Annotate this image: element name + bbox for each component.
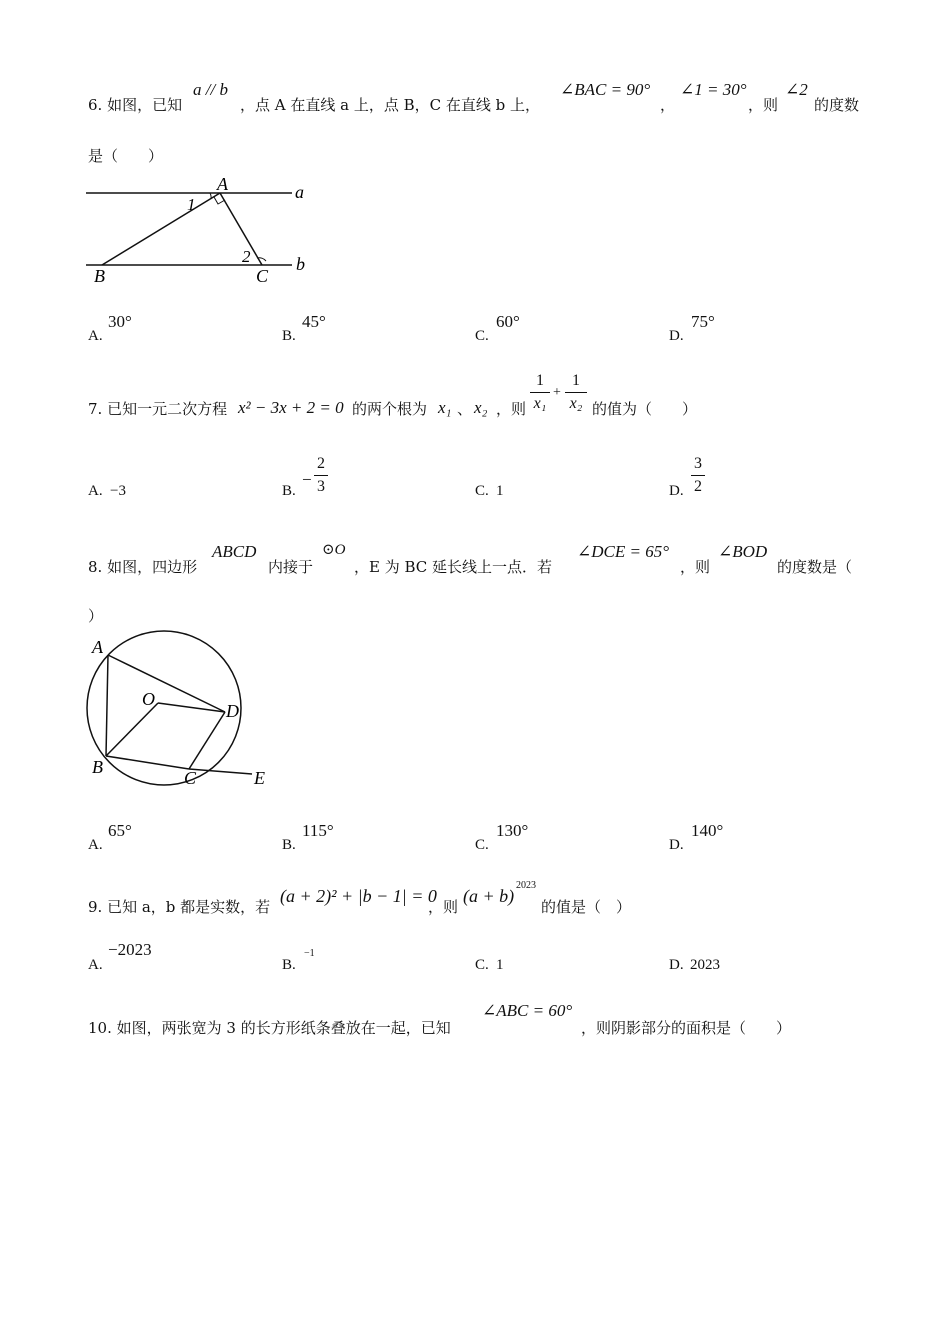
q6-option-c-letter: C.: [475, 328, 489, 344]
q6-option-c-value: 60°: [496, 312, 520, 331]
q7-option-d-num: 3: [694, 455, 702, 472]
q9-option-b-value: −1: [304, 948, 315, 959]
q6-angle-bac: ∠BAC = 90°: [560, 80, 651, 99]
q6-text-part4: 的度数: [814, 96, 860, 114]
q7-text-part2: 的两个根为: [352, 400, 428, 418]
q7-root-x1: x₁: [438, 398, 452, 417]
q6-parallel: a // b: [193, 80, 228, 99]
q9-condition: (a + 2)² + |b − 1| = 0: [280, 886, 437, 906]
q6-fig-label-B: B: [94, 266, 105, 286]
q9-option-d-letter: D.: [669, 957, 684, 973]
q7-option-d-den: 2: [694, 478, 702, 495]
q6-option-a-value: 30°: [108, 312, 132, 331]
q10-angle-abc: ∠ABC = 60°: [482, 1001, 573, 1020]
q6-option-a-letter: A.: [88, 328, 103, 344]
q8-option-d-letter: D.: [669, 837, 684, 853]
q8-angle-dce: ∠DCE = 65°: [577, 542, 670, 561]
q6-fig-label-C: C: [256, 266, 269, 286]
q7-sep: 、: [457, 400, 473, 418]
q7-option-c-letter: C.: [475, 483, 489, 499]
q7-option-a-letter: A.: [88, 483, 103, 499]
q7-frac1-num: 1: [536, 372, 544, 389]
q9-option-a-value: −2023: [108, 940, 152, 959]
q7-plus: +: [553, 385, 561, 400]
q7-option-a-value: −3: [110, 483, 126, 499]
q7-option-d-letter: D.: [669, 483, 684, 499]
q8-fig-label-A: A: [92, 637, 103, 657]
q9-text-part2: ，则: [428, 898, 459, 916]
q8-fig-label-C: C: [184, 768, 197, 788]
q9-option-b-letter: B.: [282, 957, 296, 973]
q9-expression: (a + b): [463, 886, 515, 906]
q6-fig-label-a: a: [295, 182, 304, 202]
q8-fig-label-E: E: [254, 768, 265, 788]
q10-text-lead: 10. 如图，两张宽为 3 的长方形纸条叠放在一起，已知: [88, 1019, 451, 1037]
q6-fig-label-1: 1: [187, 195, 196, 214]
q7-fraction-2: [565, 372, 587, 413]
q7-fraction-1: [530, 372, 550, 413]
q7-frac2-num: 1: [572, 372, 580, 389]
q8-circle: ⊙O: [322, 542, 346, 558]
q8-option-d-value: 140°: [691, 821, 724, 840]
q8-figure: [80, 630, 280, 795]
q9-exponent: 2023: [516, 880, 536, 891]
q6-text-lead: 6. 如图，已知: [88, 96, 183, 114]
q8-text-part2: 内接于: [268, 558, 314, 576]
q8-text-part5: 的度数是（: [777, 558, 853, 576]
q9-option-c-letter: C.: [475, 957, 489, 973]
q8-text-line2: ）: [88, 607, 104, 625]
q9-option-a-letter: A.: [88, 957, 103, 973]
q8-option-b-letter: B.: [282, 837, 296, 853]
q7-frac2-den: x₂: [569, 395, 583, 412]
q7-option-b-num: 2: [317, 455, 325, 472]
q6-option-d-letter: D.: [669, 328, 684, 344]
q6-fig-label-A: A: [217, 174, 228, 194]
q9-text-lead: 9. 已知 a，b 都是实数，若: [88, 898, 271, 916]
q8-option-c-letter: C.: [475, 837, 489, 853]
q8-fig-label-D: D: [226, 701, 239, 721]
q6-fig-label-b: b: [296, 254, 305, 274]
q7-text-part3: ，则: [496, 400, 527, 418]
q7-text-part4: 的值为（ ）: [592, 400, 698, 418]
q8-quad: ABCD: [212, 542, 257, 561]
q8-text-part4: ，则: [680, 558, 711, 576]
q7-option-b-fraction: [314, 455, 328, 496]
q7-frac1-den: x₁: [533, 395, 547, 412]
q6-option-b-letter: B.: [282, 328, 296, 344]
q7-option-b-sign: −: [302, 470, 312, 489]
q7-option-d-fraction: [691, 455, 705, 496]
q6-text-part3: ，则: [748, 96, 779, 114]
q7-equation: x² − 3x + 2 = 0: [238, 398, 344, 417]
q9-option-c-value: 1: [496, 957, 504, 973]
q7-text-lead: 7. 已知一元二次方程: [88, 400, 228, 418]
q6-fig-label-2: 2: [242, 247, 251, 266]
q8-option-a-value: 65°: [108, 821, 132, 840]
q6-angle1: ∠1 = 30°: [680, 80, 747, 99]
q6-angle2: ∠2: [785, 80, 808, 99]
q8-text-lead: 8. 如图，四边形: [88, 558, 198, 576]
q9-option-d-value: 2023: [690, 957, 720, 973]
q6-text-part2: ，点 A 在直线 a 上，点 B，C 在直线 b 上，: [240, 96, 541, 114]
q8-option-c-value: 130°: [496, 821, 529, 840]
q7-option-b-den: 3: [317, 478, 325, 495]
q8-option-a-letter: A.: [88, 837, 103, 853]
q6-text-line2: 是（ ）: [88, 147, 164, 165]
q10-text-part2: ，则阴影部分的面积是（ ）: [581, 1019, 792, 1037]
q6-comma: ，: [660, 96, 676, 114]
q6-figure: [80, 172, 320, 292]
q7-option-b-letter: B.: [282, 483, 296, 499]
q7-option-c-value: 1: [496, 483, 504, 499]
q7-root-x2: x₂: [474, 398, 488, 417]
q8-fig-label-B: B: [92, 757, 103, 777]
q8-text-part3: ，E 为 BC 延长线上一点．若: [354, 558, 553, 576]
q8-option-b-value: 115°: [302, 821, 334, 840]
q9-text-part3: 的值是（ ）: [541, 898, 632, 916]
q6-option-d-value: 75°: [691, 312, 715, 331]
q8-angle-bod: ∠BOD: [718, 542, 768, 561]
q8-fig-label-O: O: [142, 689, 155, 709]
q6-option-b-value: 45°: [302, 312, 326, 331]
